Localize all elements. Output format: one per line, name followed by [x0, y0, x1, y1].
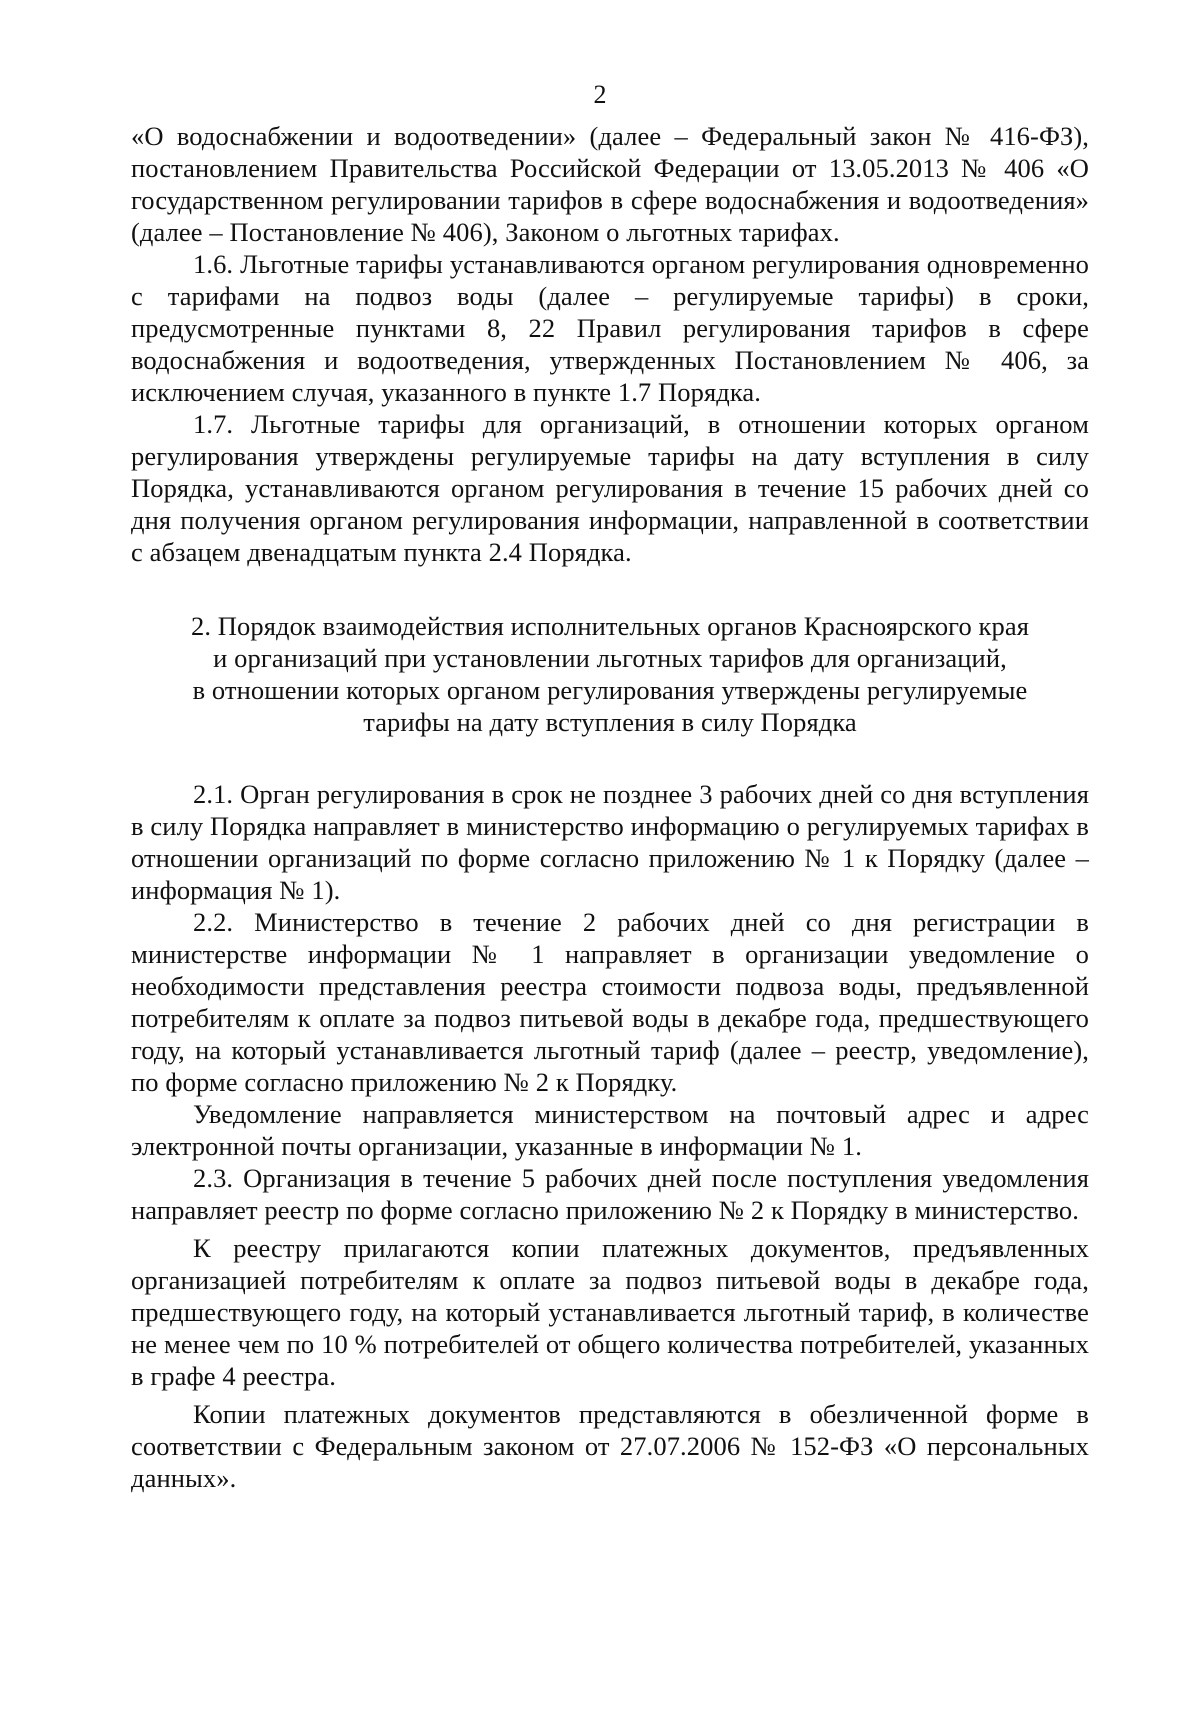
paragraph-1-7: 1.7. Льготные тарифы для организаций, в отношении которых органом регулирования утверждены регулируемые тарифы на дату вступления в силу Порядка, устанавливаются органом регулирования в течение 15 рабочих дней со дня получения органом регулирования информации, направленной в соответствии с абзацем двенадцатым пункта 2.4 Порядка.: [131, 409, 1089, 567]
paragraph-1-6: 1.6. Льготные тарифы устанавливаются органом регулирования одновременно с тарифами на подвоз воды (далее – регулируемые тарифы) в сроки, предусмотренные пунктами 8, 22 Правил регулирования тарифов в сфере водоснабжения и водоотведения, утвержденных Постановлением № 406, за исключением случая, указанного в пункте 1.7 Порядка.: [131, 249, 1089, 407]
section-heading-line: в отношении которых органом регулирования утверждены регулируемые: [192, 675, 1028, 705]
paragraph-2-3: 2.3. Организация в течение 5 рабочих дней после поступления уведомления направляет реестр по форме согласно приложению № 2 к Порядку в министерство.: [131, 1163, 1089, 1225]
document-body: [131, 120, 1089, 1494]
paragraph-2-3-anonymized: Копии платежных документов представляются в обезличенной форме в соответствии с Федеральным законом от 27.07.2006 № 152-ФЗ «О персональных данных».: [131, 1399, 1089, 1493]
paragraph-intro-continuation: «О водоснабжении и водоотведении» (далее – Федеральный закон № 416-ФЗ), постановлением Правительства Российской Федерации от 13.05.2013 № 406 «О государственном регулировании тарифов в сфере водоснабжения и водоотведения» (далее – Постановление № 406), Законом о льготных тарифах.: [131, 121, 1089, 247]
paragraph-2-2-notification: Уведомление направляется министерством на почтовый адрес и адрес электронной почты организации, указанные в информации № 1.: [131, 1099, 1089, 1161]
section-heading-line: 2. Порядок взаимодействия исполнительных органов Красноярского края: [190, 611, 1030, 641]
section-heading-line: и организаций при установлении льготных тарифов для организаций,: [213, 643, 1007, 673]
paragraph-2-3-attachments: К реестру прилагаются копии платежных документов, предъявленных организацией потребителям к оплате за подвоз питьевой воды в декабре года, предшествующего году, на который устанавливается льготный тариф, в количестве не менее чем по 10 % потребителей от общего количества потребителей, указанных в графе 4 реестра.: [131, 1233, 1089, 1391]
section-heading-line: тарифы на дату вступления в силу Порядка: [363, 707, 857, 737]
paragraph-2-2: 2.2. Министерство в течение 2 рабочих дней со дня регистрации в министерстве информации № 1 направляет в организации уведомление о необходимости представления реестра стоимости подвоза воды, предъявленной потребителям к оплате за подвоз питьевой воды в декабре года, предшествующего году, на который устанавливается льготный тариф (далее – реестр, уведомление), по форме согласно приложению № 2 к Порядку.: [131, 907, 1089, 1097]
paragraph-2-1: 2.1. Орган регулирования в срок не позднее 3 рабочих дней со дня вступления в силу Порядка направляет в министерство информацию о регулируемых тарифах в отношении организаций по форме согласно приложению № 1 к Порядку (далее – информация № 1).: [131, 779, 1089, 905]
page-number: 2: [593, 80, 607, 109]
section-2-heading: [131, 610, 1089, 738]
